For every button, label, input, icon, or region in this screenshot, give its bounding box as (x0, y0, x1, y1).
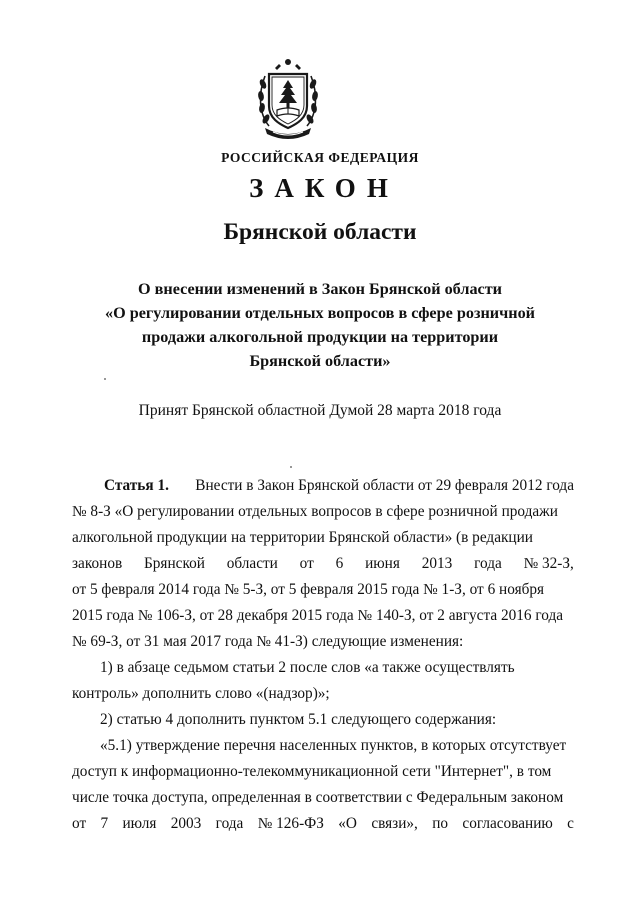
word: от (72, 815, 87, 832)
country-name: РОССИЙСКАЯ ФЕДЕРАЦИЯ (221, 150, 419, 165)
justified-line (72, 551, 574, 577)
item-1-line: контроль» дополнить слово «(надзор)»; (72, 685, 330, 702)
title-line: продажи алкогольной продукции на территории (141, 328, 499, 346)
word: с (567, 815, 574, 832)
word: 6 (335, 555, 344, 572)
word: года (215, 815, 244, 832)
word: 2013 (421, 555, 453, 572)
justified-line (72, 811, 574, 837)
item-2-line: 2) статью 4 дополнить пунктом 5.1 следующего содержания: (100, 711, 497, 728)
quote-line: числе точка доступа, определенная в соответствии с Федеральным законом (72, 789, 564, 806)
word: связи», (371, 815, 418, 832)
word: № 32-З, (523, 555, 574, 572)
word: № 126-ФЗ (257, 815, 324, 832)
region-name: Брянской области (223, 219, 417, 245)
word: июля (122, 815, 157, 832)
article-1-first-line (72, 473, 574, 499)
word: по (432, 815, 449, 832)
item-1-line: 1) в абзаце седьмом статьи 2 после слов «а также осуществлять (100, 659, 515, 676)
paragraph-line: № 69-З, от 31 мая 2017 года № 41-З) следующие изменения: (72, 633, 464, 650)
scan-speck (290, 466, 292, 468)
coat-of-arms-icon (255, 54, 321, 140)
adoption-note: Принят Брянской областной Думой 28 марта 2018 года (138, 402, 502, 419)
word: 2003 (170, 815, 202, 832)
article-1 (72, 473, 574, 837)
title-line: О внесении изменений в Закон Брянской области (137, 280, 503, 298)
paragraph-line: 2015 года № 106-З, от 28 декабря 2015 года № 140-З, от 2 августа 2016 года (72, 607, 564, 624)
title-line: Брянской области» (249, 352, 391, 370)
paragraph-line: № 8-З «О регулировании отдельных вопросов в сфере розничной продажи (72, 503, 558, 520)
document-title (40, 277, 600, 373)
article-label: Статья 1. (104, 477, 169, 494)
word: Брянской (144, 555, 205, 572)
paragraph-line: Внести в Закон Брянской области от 29 февраля 2012 года (195, 477, 574, 494)
word: области (226, 555, 278, 572)
word: законов (72, 555, 123, 572)
quote-line: «5.1) утверждение перечня населенных пунктов, в которых отсутствует (100, 737, 567, 754)
paragraph-line: алкогольной продукции на территории Брянской области» (в редакции (72, 529, 533, 546)
word: «О (338, 815, 357, 832)
word: июня (365, 555, 400, 572)
title-line: «О регулировании отдельных вопросов в сфере розничной (105, 304, 535, 322)
word: от (299, 555, 314, 572)
word: 7 (100, 815, 109, 832)
document-type-heading: ЗАКОН (249, 173, 399, 203)
paragraph-line: от 5 февраля 2014 года № 5-З, от 5 февраля 2015 года № 1-З, от 6 ноября (72, 581, 545, 598)
quote-line: доступ к информационно-телекоммуникационной сети "Интернет", в том (72, 763, 552, 780)
word: года (474, 555, 502, 572)
scan-speck (104, 378, 106, 380)
word: согласованию (462, 815, 553, 832)
